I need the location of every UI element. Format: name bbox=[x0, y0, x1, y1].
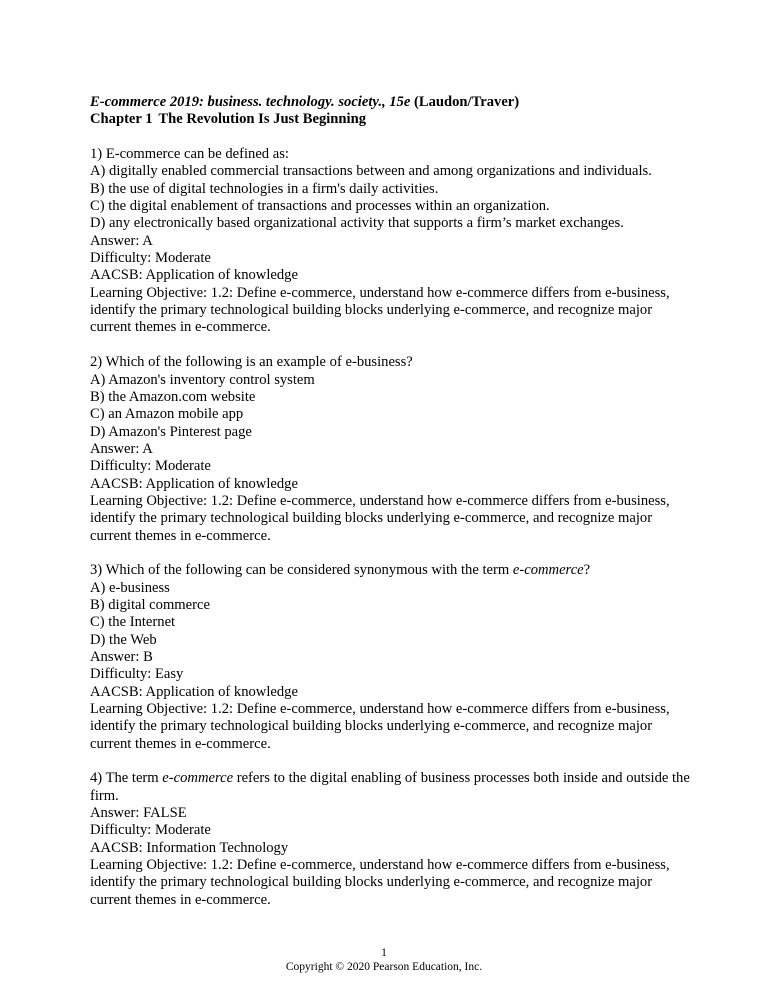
question-text: Which of the following can be considered synonymous with the term bbox=[105, 562, 513, 579]
answer-option-d: D) Amazon's Pinterest page bbox=[90, 423, 252, 440]
question-1 bbox=[90, 146, 690, 337]
answer-key: Answer: A bbox=[90, 440, 153, 457]
question-stem bbox=[90, 562, 690, 579]
answer-option-a: A) Amazon's inventory control system bbox=[90, 371, 315, 388]
aacsb: AACSB: Application of knowledge bbox=[90, 683, 298, 700]
answer-option-b: B) the use of digital technologies in a firm's daily activities. bbox=[90, 180, 439, 197]
document-header bbox=[90, 94, 690, 129]
question-stem bbox=[90, 770, 690, 805]
question-2 bbox=[90, 354, 690, 545]
learning-objective: Learning Objective: 1.2: Define e-commerce, understand how e-commerce differs from e-business, identify the primary technological building blocks underlying e-commerce, and recognize major current themes in e-commerce. bbox=[90, 701, 670, 752]
question-term: e-commerce bbox=[162, 770, 234, 787]
answer-option-c: C) the Internet bbox=[90, 614, 176, 631]
question-text: The term bbox=[105, 770, 163, 787]
book-title: E-commerce 2019: business. technology. society., 15e bbox=[90, 94, 411, 110]
question-text-end: refers to the digital enabling of business processes both inside and outside the firm. bbox=[90, 770, 690, 804]
answer-key: Answer: B bbox=[90, 649, 153, 665]
answer-option-c: C) an Amazon mobile app bbox=[90, 406, 244, 423]
page-footer bbox=[0, 946, 768, 974]
question-term: e-commerce bbox=[512, 562, 584, 579]
answer-option-a: A) digitally enabled commercial transactions between and among organizations and individuals. bbox=[90, 163, 652, 180]
question-text-end: ? bbox=[583, 562, 591, 579]
question-number: 1) bbox=[90, 146, 103, 163]
question-number: 3) bbox=[90, 562, 103, 579]
answer-option-d: D) the Web bbox=[90, 631, 157, 648]
answer-option-b: B) digital commerce bbox=[90, 596, 210, 613]
learning-objective: Learning Objective: 1.2: Define e-commerce, understand how e-commerce differs from e-business, identify the primary technological building blocks underlying e-commerce, and recognize major current themes in e-commerce. bbox=[90, 492, 670, 544]
copyright-notice: Copyright © 2020 Pearson Education, Inc. bbox=[285, 961, 483, 973]
aacsb: AACSB: Application of knowledge bbox=[90, 475, 298, 492]
difficulty: Difficulty: Moderate bbox=[90, 458, 211, 475]
page-number: 1 bbox=[381, 947, 387, 959]
difficulty: Difficulty: Moderate bbox=[90, 822, 211, 839]
book-title-line bbox=[90, 94, 690, 111]
answer-option-a: A) e-business bbox=[90, 579, 170, 596]
document-page bbox=[90, 94, 690, 909]
question-number: 4) bbox=[90, 770, 103, 787]
answer-key: Answer: A bbox=[90, 232, 153, 249]
answer-key: Answer: FALSE bbox=[90, 805, 187, 822]
book-authors: (Laudon/Traver) bbox=[414, 94, 520, 110]
question-text: E-commerce can be defined as: bbox=[105, 146, 289, 163]
question-4 bbox=[90, 770, 690, 909]
question-3 bbox=[90, 562, 690, 753]
aacsb: AACSB: Application of knowledge bbox=[90, 267, 298, 284]
answer-option-d: D) any electronically based organizational activity that supports a firm’s market exchanges. bbox=[90, 215, 624, 232]
answer-option-c: C) the digital enablement of transactions and processes within an organization. bbox=[90, 198, 550, 215]
aacsb: AACSB: Information Technology bbox=[90, 839, 289, 856]
chapter-title: The Revolution Is Just Beginning bbox=[158, 111, 367, 128]
answer-option-b: B) the Amazon.com website bbox=[90, 388, 256, 405]
question-stem bbox=[90, 354, 690, 371]
chapter-heading bbox=[90, 111, 690, 128]
question-number: 2) bbox=[90, 354, 103, 371]
learning-objective: Learning Objective: 1.2: Define e-commerce, understand how e-commerce differs from e-business, identify the primary technological building blocks underlying e-commerce, and recognize major current themes in e-commerce. bbox=[90, 284, 670, 336]
chapter-label: Chapter 1 bbox=[90, 111, 153, 128]
question-stem bbox=[90, 146, 690, 163]
question-text: Which of the following is an example of e-business? bbox=[105, 354, 413, 371]
difficulty: Difficulty: Easy bbox=[90, 666, 184, 683]
difficulty: Difficulty: Moderate bbox=[90, 250, 211, 267]
learning-objective: Learning Objective: 1.2: Define e-commerce, understand how e-commerce differs from e-business, identify the primary technological building blocks underlying e-commerce, and recognize major current themes in e-commerce. bbox=[90, 857, 670, 908]
